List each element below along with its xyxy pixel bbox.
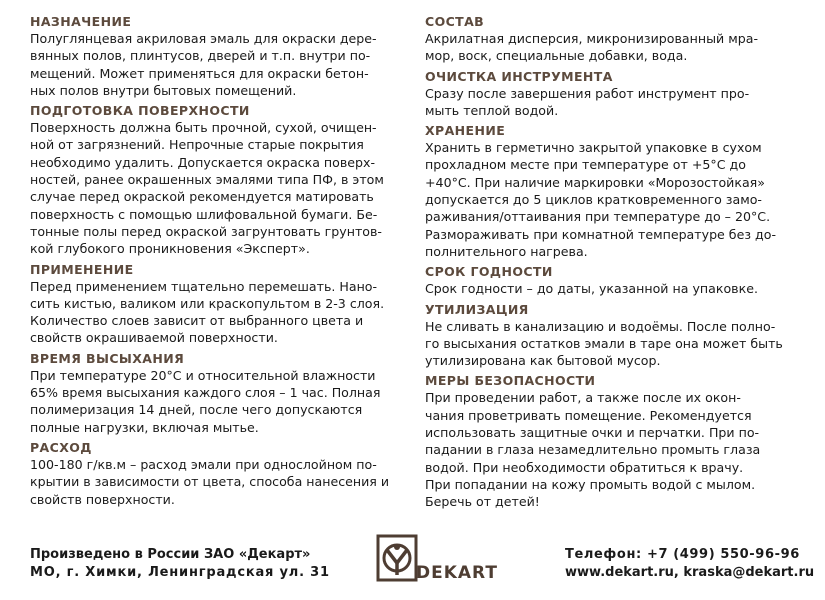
section-text: При проведении работ, а также после их окон- чания проветривать помещение. Рекомендуется использовать защитные очки и перчатки. При по- падании в глаза незамедлительно промыть глаза водой. При необходимости обратиться к врачу. При попадании на кожу промыть водой с мылом. Беречь от детей! <box>425 390 761 510</box>
section-disposal <box>425 301 797 370</box>
section-text: Поверхность должна быть прочной, сухой, очищен- ной от загрязнений. Непрочные старые покрытия необходимо удалить. Допускается окраска поверх- ностей, ранее окрашенных эмалями типа ПФ, в этом случае перед окраской рекомендуется матировать поверхность с помощью шлифовальной бумаги. Бе- тонные полы перед окраской загрунтовать грунтов- кой глубокого проникновения «Эксперт». <box>30 120 384 257</box>
section-heading: СРОК ГОДНОСТИ <box>425 264 553 280</box>
section-composition <box>425 13 797 65</box>
logo-wordmark: DEKART <box>416 563 498 583</box>
section-heading: ХРАНЕНИЕ <box>425 123 506 139</box>
section-heading: НАЗНАЧЕНИЕ <box>30 14 132 29</box>
section-drying-time <box>30 350 402 436</box>
section-text: Акрилатная дисперсия, микронизированный мра- мор, воск, специальные добавки, вода. <box>425 31 759 64</box>
section-text: Сразу после завершения работ инструмент про- мыть теплой водой. <box>425 85 750 118</box>
section-heading: РАСХОД <box>30 439 92 455</box>
section-heading: СОСТАВ <box>425 14 485 29</box>
section-tool-cleaning <box>425 68 797 120</box>
left-column <box>30 10 402 508</box>
producer-name: Произведено в России ЗАО «Декарт» <box>30 547 311 562</box>
section-text: Полуглянцевая акриловая эмаль для окраски дере- вянных полов, плинтусов, дверей и т.п. внутри по- мещений. Может применяться для окраски бетон- ных полов внутри бытовых помещений. <box>30 31 377 98</box>
section-heading: ВРЕМЯ ВЫСЫХАНИЯ <box>30 350 185 366</box>
section-heading: МЕРЫ БЕЗОПАСНОСТИ <box>425 373 596 389</box>
contact-info <box>565 546 814 582</box>
section-text: 100-180 г/кв.м – расход эмали при однослойном по- крытии в зависимости от цвета, способа нанесения и свойств поверхности. <box>30 456 390 507</box>
section-storage <box>425 122 797 260</box>
producer-address: МО, г. Химки, Ленинградская ул. 31 <box>30 565 330 580</box>
section-heading: ПРИМЕНЕНИЕ <box>30 261 134 277</box>
section-shelf-life <box>425 263 797 297</box>
section-heading: ОЧИСТКА ИНСТРУМЕНТА <box>425 68 613 84</box>
phone-number: Телефон: +7 (499) 550-96-96 <box>565 547 800 562</box>
dekart-logo-icon <box>374 533 420 583</box>
dekart-logo <box>374 533 510 583</box>
section-text: При температуре 20°С и относительной влажности 65% время высыхания каждого слоя – 1 час. Полная полимеризация 14 дней, после чего допускаются полные нагрузки, включая мытье. <box>30 367 381 435</box>
section-application <box>30 261 402 347</box>
section-heading: УТИЛИЗАЦИЯ <box>425 301 529 317</box>
section-consumption <box>30 439 402 508</box>
website-email[interactable]: www.dekart.ru, kraska@dekart.ru <box>565 565 815 580</box>
section-text: Срок годности – до даты, указанной на упаковке. <box>425 281 758 297</box>
section-text: Перед применением тщательно перемешать. Нано- сить кистью, валиком или краскопультом в 2-3 слоя. Количество слоев зависит от выбранного цвета и свойств окрашиваемой поверхности. <box>30 278 385 346</box>
section-surface-prep <box>30 102 402 257</box>
section-safety <box>425 372 797 510</box>
section-heading: ПОДГОТОВКА ПОВЕРХНОСТИ <box>30 103 250 119</box>
section-text: Хранить в герметично закрытой упаковке в сухом прохладном месте при температуре от +5°С до +40°С. При наличие маркировки «Морозостойкая» допускается до 5 циклов кратковременного замо- раживания/оттаивания при температуре до – 20°С. Размораживать при комнатной температуре без до- полнительного нагрева. <box>425 140 776 259</box>
section-purpose <box>30 13 402 99</box>
right-column <box>425 10 797 511</box>
producer-info <box>30 546 330 582</box>
section-text: Не сливать в канализацию и водоёмы. После полно- го высыхания остатков эмали в таре она может быть утилизирована как бытовой мусор. <box>425 318 783 369</box>
